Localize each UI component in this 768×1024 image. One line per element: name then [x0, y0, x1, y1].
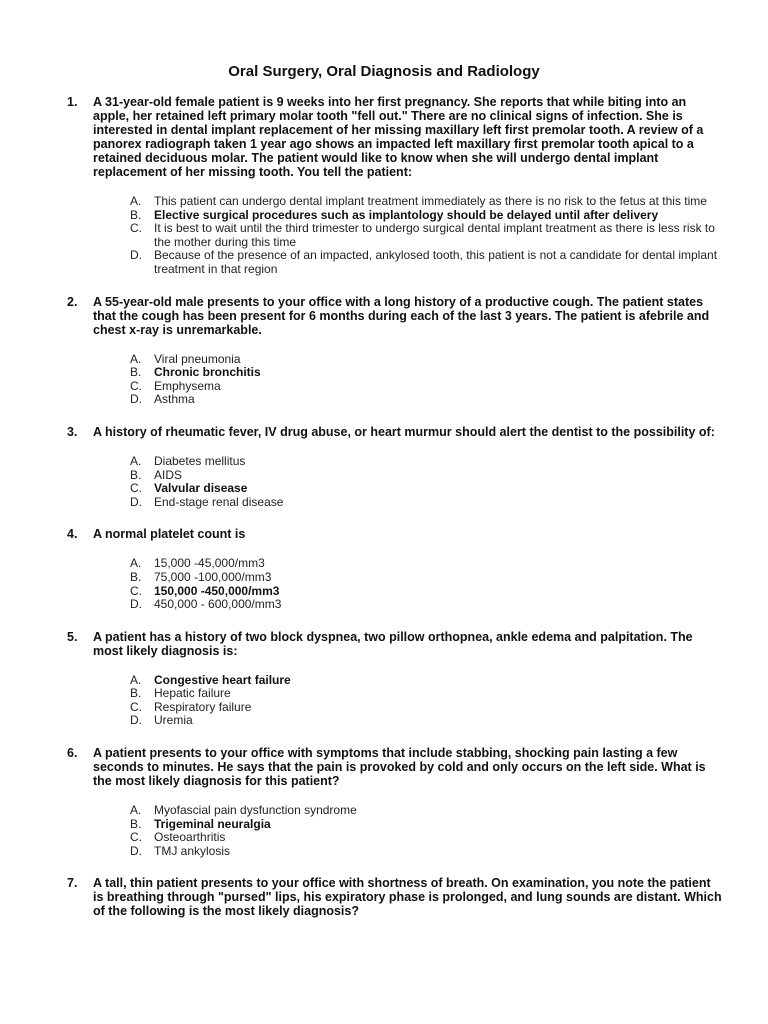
answer-option [130, 714, 723, 728]
option-letter: B. [130, 686, 142, 701]
question-text: A tall, thin patient presents to your office with shortness of breath. On examination, you note the patient is breathing through "pursed" lips, his expiratory phase is prolonged, and lung sounds are distant. Which of the following is the most likely diagnosis? [93, 876, 722, 919]
option-letter: A. [130, 351, 142, 366]
option-letter: C. [130, 699, 142, 714]
option-text: Hepatic failure [154, 686, 231, 701]
answer-option [130, 393, 723, 407]
option-letter: C. [130, 378, 142, 393]
question-block [67, 746, 723, 858]
answer-option [130, 380, 723, 394]
option-letter: B. [130, 816, 142, 831]
answer-option-correct [130, 209, 723, 223]
option-text: Chronic bronchitis [154, 365, 261, 380]
answer-option-correct [130, 482, 723, 496]
question-stem [67, 295, 723, 337]
answer-option-correct [130, 818, 723, 832]
answer-options [130, 455, 723, 509]
option-letter: C. [130, 830, 142, 845]
answer-option-correct [130, 585, 723, 599]
question-stem [67, 876, 723, 918]
option-letter: B. [130, 207, 142, 222]
question-stem [67, 527, 723, 541]
option-letter: A. [130, 194, 142, 208]
answer-options [130, 804, 723, 858]
option-text: TMJ ankylosis [154, 843, 231, 858]
answer-option [130, 701, 723, 715]
option-text: Myofascial pain dysfunction syndrome [154, 803, 357, 818]
answer-option [130, 557, 723, 571]
option-text: Diabetes mellitus [154, 453, 246, 468]
option-text: Asthma [154, 392, 195, 407]
question-text: A patient presents to your office with symptoms that include stabbing, shocking pain lasting a few seconds to minutes. He says that the pain is provoked by cold and only occurs on the left side. What is the most likely diagnosis for this patient? [93, 746, 706, 789]
option-letter: C. [130, 583, 142, 598]
answer-options [130, 674, 723, 728]
page-title: Oral Surgery, Oral Diagnosis and Radiology [228, 63, 540, 80]
option-letter: B. [130, 569, 142, 584]
option-letter: A. [130, 672, 142, 687]
question-stem [67, 425, 723, 439]
question-block [67, 630, 723, 728]
option-text: Viral pneumonia [154, 351, 241, 366]
question-text: A patient has a history of two block dyspnea, two pillow orthopnea, ankle edema and palpitation. The most likely diagnosis is: [93, 629, 693, 658]
question-stem [67, 95, 723, 179]
option-text: Respiratory failure [154, 699, 252, 714]
answer-option [130, 804, 723, 818]
answer-option [130, 598, 723, 612]
answer-option [130, 195, 723, 209]
question-list [67, 95, 723, 918]
question-stem [67, 746, 723, 788]
answer-option-correct [130, 674, 723, 688]
question-text: A 55-year-old male presents to your office with a long history of a productive cough. The patient states that the cough has been present for 6 months during each of the last 3 years. The patient is afebrile and chest x-ray is unremarkable. [93, 294, 710, 337]
option-text: Congestive heart failure [154, 672, 291, 687]
option-text: Elective surgical procedures such as implantology should be delayed until after delivery [154, 207, 659, 222]
option-text: This patient can undergo dental implant treatment immediately as there is no risk to the fetus at this time [154, 194, 707, 208]
option-text: Because of the presence of an impacted, ankylosed tooth, this patient is not a candidate for dental implant treatment in that region [154, 248, 718, 276]
question-number: 3. [67, 424, 78, 439]
answer-options [130, 353, 723, 407]
option-text: AIDS [154, 467, 183, 482]
answer-option [130, 831, 723, 845]
answer-option [130, 222, 723, 249]
question-stem [67, 630, 723, 658]
option-text: Emphysema [154, 378, 221, 393]
option-letter: B. [130, 365, 142, 380]
option-text: Uremia [154, 713, 193, 728]
question-block [67, 95, 723, 277]
option-text: End-stage renal disease [154, 494, 284, 509]
question-number: 2. [67, 294, 78, 309]
option-text: 15,000 -45,000/mm3 [154, 556, 265, 571]
option-text: Osteoarthritis [154, 830, 226, 845]
option-text: Valvular disease [154, 481, 248, 496]
question-block [67, 527, 723, 611]
option-letter: D. [130, 392, 142, 407]
option-letter: C. [130, 481, 142, 496]
option-text: 150,000 -450,000/mm3 [154, 583, 280, 598]
option-text: It is best to wait until the third trimester to undergo surgical dental implant treatment as there is less risk to the mother during this time [154, 221, 715, 249]
question-block [67, 876, 723, 918]
answer-option [130, 687, 723, 701]
question-number: 4. [67, 527, 78, 542]
question-number: 1. [67, 95, 78, 109]
option-text: 75,000 -100,000/mm3 [154, 569, 272, 584]
question-number: 7. [67, 876, 78, 891]
answer-option [130, 353, 723, 367]
option-letter: A. [130, 803, 142, 818]
question-number: 5. [67, 629, 78, 644]
answer-option [130, 249, 723, 276]
answer-option [130, 455, 723, 469]
option-letter: D. [130, 713, 142, 728]
option-letter: B. [130, 467, 142, 482]
option-letter: D. [130, 248, 142, 263]
option-text: Trigeminal neuralgia [154, 816, 271, 831]
question-text: A 31-year-old female patient is 9 weeks into her first pregnancy. She reports that while biting into an apple, her retained left primary molar tooth "fell out." There are no clinical signs of infection. She is interested in dental implant replacement of her missing maxillary left first premolar tooth. A review of a panorex radiograph taken 1 year ago shows an impacted left maxillary first premolar tooth apical to a retained deciduous molar. The patient would like to know when she will undergo dental implant replacement of her missing tooth. You tell the patient: [93, 95, 704, 179]
option-letter: A. [130, 556, 142, 571]
answer-option [130, 496, 723, 510]
question-block [67, 295, 723, 407]
question-block [67, 425, 723, 509]
answer-option-correct [130, 366, 723, 380]
answer-options [130, 557, 723, 611]
answer-option [130, 469, 723, 483]
answer-option [130, 845, 723, 859]
question-number: 6. [67, 746, 78, 761]
option-letter: D. [130, 494, 142, 509]
option-letter: A. [130, 453, 142, 468]
question-text: A history of rheumatic fever, IV drug abuse, or heart murmur should alert the dentist to the possibility of: [93, 424, 715, 439]
answer-options [130, 195, 723, 277]
option-letter: C. [130, 221, 142, 236]
option-text: 450,000 - 600,000/mm3 [154, 597, 282, 612]
option-letter: D. [130, 597, 142, 612]
question-text: A normal platelet count is [93, 527, 246, 542]
answer-option [130, 571, 723, 585]
option-letter: D. [130, 843, 142, 858]
